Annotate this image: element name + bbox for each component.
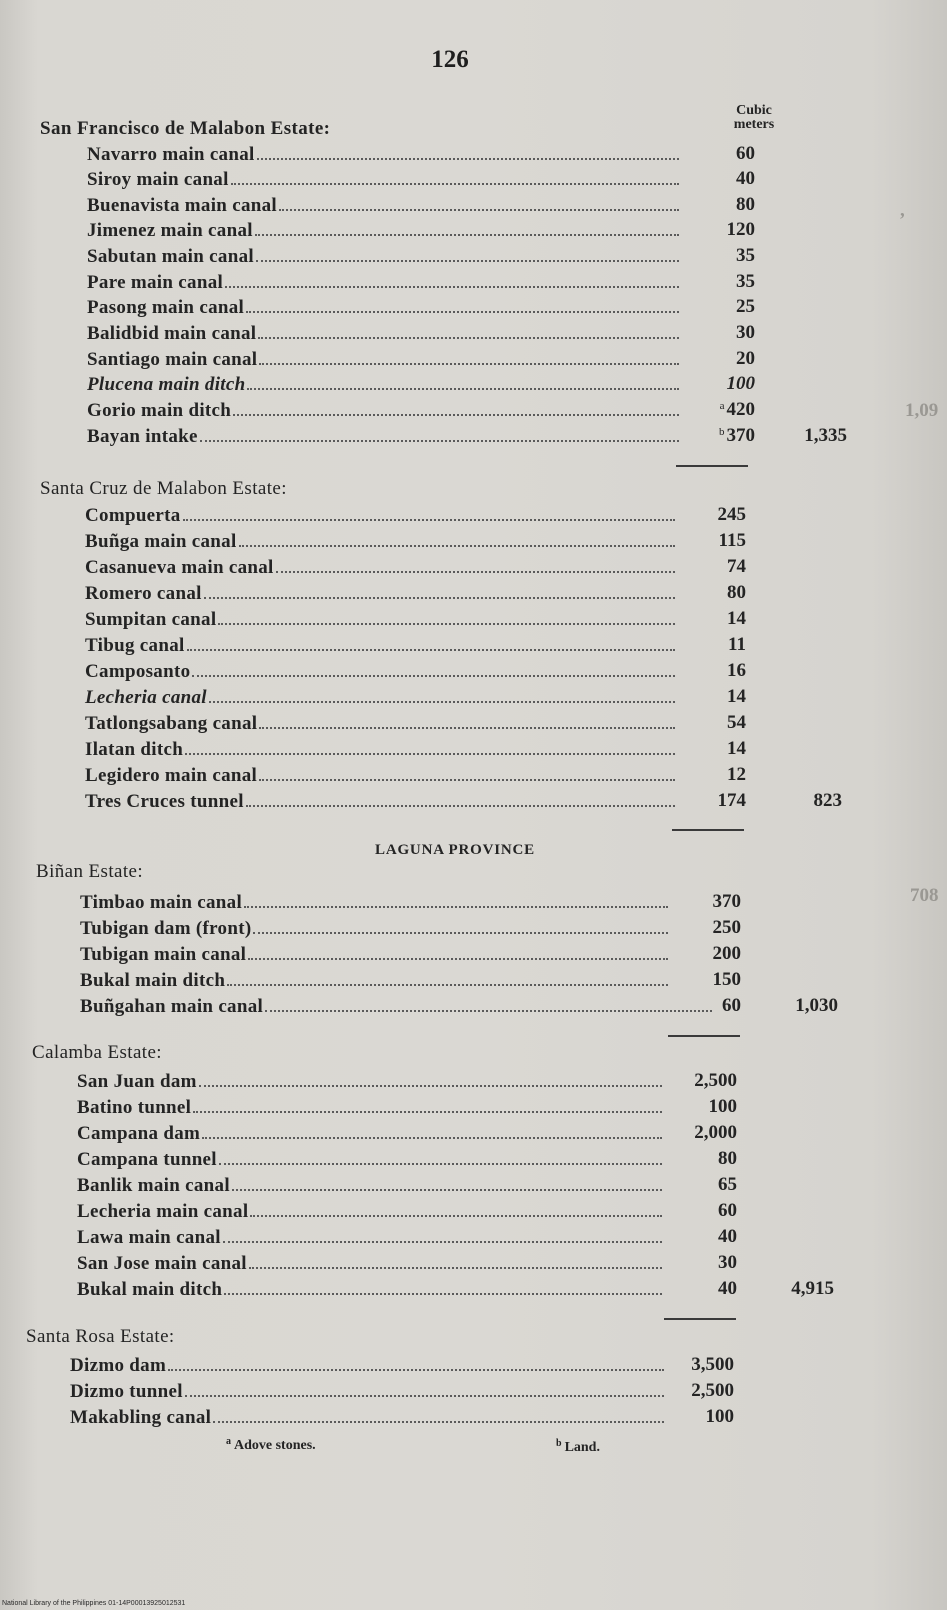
row-label: Batino tunnel [77, 1097, 192, 1118]
dot-leader [225, 271, 679, 288]
row-label: Tres Cruces tunnel [85, 791, 244, 812]
row-value: 40 [718, 1226, 737, 1247]
row-label: Bukal main ditch [80, 970, 226, 991]
dot-leader [202, 1122, 662, 1139]
row-label: Casanueva main canal [85, 557, 274, 578]
table-row [85, 738, 746, 762]
dot-leader [231, 168, 679, 185]
row-label: Plucena main ditch [87, 374, 246, 395]
row-label: San Jose main canal [77, 1253, 247, 1274]
dot-leader [223, 1226, 662, 1243]
footnote-text: Land. [564, 1440, 600, 1455]
row-value: 25 [736, 296, 755, 317]
row-value-number: 370 [726, 425, 755, 446]
dot-leader [276, 556, 675, 573]
row-label: Siroy main canal [87, 169, 229, 190]
footnote-marker: a [719, 400, 725, 412]
footnote-marker: b [719, 426, 725, 438]
table-row [87, 271, 755, 295]
dot-leader [255, 219, 679, 236]
section-title-binan: Biñan Estate: [36, 861, 144, 882]
table-row [85, 686, 746, 710]
table-row [85, 504, 746, 528]
subtotal-rule [664, 1318, 736, 1320]
table-row [77, 1070, 737, 1094]
dot-leader [258, 322, 679, 339]
row-label: Balidbid main canal [87, 323, 257, 344]
table-row [85, 582, 746, 606]
dot-leader [200, 425, 679, 442]
table-row [77, 1096, 737, 1120]
row-label: Pare main canal [87, 272, 224, 293]
dot-leader [183, 504, 675, 521]
table-row [85, 530, 746, 554]
table-row [77, 1252, 737, 1276]
row-label: Campana tunnel [77, 1149, 217, 1170]
row-value: 3,500 [691, 1354, 734, 1375]
row-label: Tibug canal [85, 635, 185, 656]
table-row [87, 219, 755, 243]
row-label: Tubigan dam (front) [80, 918, 252, 939]
table-row [87, 322, 755, 346]
row-value [719, 425, 755, 447]
row-value: 35 [736, 271, 755, 292]
dot-leader [259, 348, 679, 365]
row-label: Makabling canal [70, 1407, 212, 1428]
dot-leader [265, 995, 712, 1012]
dot-leader [227, 969, 668, 986]
table-row [85, 608, 746, 632]
row-value: 200 [712, 943, 741, 964]
table-row [85, 634, 746, 658]
row-value: 120 [726, 219, 755, 240]
table-row [80, 995, 838, 1019]
row-label: Compuerta [85, 505, 181, 526]
province-heading: LAGUNA PROVINCE [375, 842, 535, 858]
dot-leader [248, 943, 668, 960]
dot-leader [192, 660, 675, 677]
row-value: 16 [727, 660, 746, 681]
dot-leader [246, 790, 675, 807]
table-row [77, 1174, 737, 1198]
section-total: 1,030 [795, 995, 838, 1016]
row-label: Lawa main canal [77, 1227, 221, 1248]
row-label: Bayan intake [87, 426, 198, 447]
row-value: 100 [708, 1096, 737, 1117]
table-row [70, 1380, 734, 1404]
row-value: 12 [727, 764, 746, 785]
subtotal-rule [676, 465, 748, 467]
row-label: Lecheria canal [85, 687, 207, 708]
row-value: 54 [727, 712, 746, 733]
dot-leader [257, 143, 679, 160]
row-value: 60 [736, 143, 755, 164]
unit-header-line: meters [733, 117, 775, 132]
row-value: 150 [712, 969, 741, 990]
dot-leader [246, 296, 679, 313]
table-row [87, 245, 755, 269]
table-row [87, 425, 847, 449]
bleed-through-mark: , [900, 200, 905, 221]
row-value: 245 [717, 504, 746, 525]
footnote-marker: b [556, 1438, 562, 1449]
row-value: 14 [727, 686, 746, 707]
row-value: 2,000 [694, 1122, 737, 1143]
dot-leader [250, 1200, 662, 1217]
row-value: 30 [718, 1252, 737, 1273]
table-row [70, 1406, 734, 1430]
row-value: 80 [718, 1148, 737, 1169]
table-row [77, 1122, 737, 1146]
table-row [80, 943, 741, 967]
row-value: 115 [718, 530, 746, 551]
dot-leader [247, 373, 679, 390]
row-label: Romero canal [85, 583, 202, 604]
row-value: 2,500 [691, 1380, 734, 1401]
table-row [85, 764, 746, 788]
dot-leader [209, 686, 675, 703]
row-value-number: 420 [726, 399, 755, 420]
row-value: 20 [736, 348, 755, 369]
row-label: Gorio main ditch [87, 400, 232, 421]
subtotal-rule [672, 829, 744, 831]
subtotal-rule [668, 1035, 740, 1037]
dot-leader [233, 399, 679, 416]
row-label: Timbao main canal [80, 892, 243, 913]
dot-leader [259, 712, 675, 729]
section-total: 4,915 [791, 1278, 834, 1299]
row-value: 60 [722, 995, 741, 1016]
row-label: Sabutan main canal [87, 246, 254, 267]
unit-column-header [712, 104, 796, 132]
row-label: Banlik main canal [77, 1175, 230, 1196]
table-row [77, 1278, 834, 1302]
table-row [87, 348, 755, 372]
dot-leader [193, 1096, 662, 1113]
dot-leader [213, 1406, 664, 1423]
page-number: 126 [431, 46, 469, 73]
dot-leader [279, 194, 679, 211]
table-row [87, 143, 755, 167]
dot-leader [204, 582, 675, 599]
dot-leader [224, 1278, 662, 1295]
row-label: Pasong main canal [87, 297, 245, 318]
row-label: Dizmo tunnel [70, 1381, 183, 1402]
table-row [85, 712, 746, 736]
table-row [77, 1148, 737, 1172]
row-label: Legidero main canal [85, 765, 258, 786]
bleed-through-number: 708 [910, 885, 939, 906]
row-value [720, 399, 755, 421]
row-label: Campana dam [77, 1123, 201, 1144]
row-value: 60 [718, 1200, 737, 1221]
dot-leader [218, 608, 675, 625]
row-value: 2,500 [694, 1070, 737, 1091]
table-row [87, 168, 755, 192]
row-label: Ilatan ditch [85, 739, 184, 760]
row-value: 40 [736, 168, 755, 189]
row-value: 250 [712, 917, 741, 938]
row-value: 80 [727, 582, 746, 603]
table-row [85, 660, 746, 684]
dot-leader [199, 1070, 662, 1087]
row-label: Sumpitan canal [85, 609, 217, 630]
dot-leader [259, 764, 675, 781]
dot-leader [249, 1252, 662, 1269]
row-value: 65 [718, 1174, 737, 1195]
dot-leader [168, 1354, 664, 1371]
row-label: Santiago main canal [87, 349, 258, 370]
row-label: Jimenez main canal [87, 220, 253, 241]
row-value: 14 [727, 608, 746, 629]
row-label: Bukal main ditch [77, 1279, 223, 1300]
row-label: Dizmo dam [70, 1355, 167, 1376]
table-row [85, 790, 842, 814]
table-row [87, 399, 755, 423]
dot-leader [239, 530, 675, 547]
table-row [77, 1200, 737, 1224]
row-label: Tubigan main canal [80, 944, 247, 965]
row-value: 40 [718, 1278, 737, 1299]
row-label: Lecheria main canal [77, 1201, 249, 1222]
row-label: Buñga main canal [85, 531, 237, 552]
row-value: 35 [736, 245, 755, 266]
table-row [87, 373, 755, 397]
row-value: 100 [726, 373, 755, 394]
section-title-santa-rosa: Santa Rosa Estate: [26, 1326, 175, 1347]
section-title-san-francisco: San Francisco de Malabon Estate: [40, 118, 331, 139]
table-row [77, 1226, 737, 1250]
unit-header-line: Cubic [736, 103, 772, 118]
section-total: 1,335 [804, 425, 847, 446]
bleed-through-number: 1,09 [905, 400, 939, 421]
table-row [87, 296, 755, 320]
row-value: 80 [736, 194, 755, 215]
dot-leader [244, 891, 668, 908]
dot-leader [185, 738, 675, 755]
table-row [80, 969, 741, 993]
table-row [70, 1354, 734, 1378]
dot-leader [185, 1380, 664, 1397]
section-title-calamba: Calamba Estate: [32, 1042, 162, 1063]
footnote-text: Adove stones. [234, 1438, 316, 1453]
row-value: 174 [717, 790, 746, 811]
row-value: 370 [712, 891, 741, 912]
dot-leader [253, 917, 668, 934]
row-label: Camposanto [85, 661, 191, 682]
dot-leader [187, 634, 675, 651]
footnote-a [226, 1436, 316, 1454]
scan-source-caption: National Library of the Philippines 01-14P00013925012531 [2, 1600, 186, 1607]
table-row [85, 556, 746, 580]
table-row [80, 917, 741, 941]
row-label: San Juan dam [77, 1071, 197, 1092]
row-value: 74 [727, 556, 746, 577]
dot-leader [256, 245, 679, 262]
row-label: Buenavista main canal [87, 195, 277, 216]
section-total: 823 [813, 790, 842, 811]
footnote-marker: a [226, 1436, 231, 1447]
table-row [87, 194, 755, 218]
row-value: 30 [736, 322, 755, 343]
row-value: 14 [727, 738, 746, 759]
row-label: Navarro main canal [87, 144, 255, 165]
row-label: Tatlongsabang canal [85, 713, 258, 734]
dot-leader [219, 1148, 662, 1165]
row-value: 100 [705, 1406, 734, 1427]
dot-leader [232, 1174, 662, 1191]
row-label: Buñgahan main canal [80, 996, 264, 1017]
section-title-santa-cruz: Santa Cruz de Malabon Estate: [40, 478, 287, 499]
footnote-b [556, 1438, 600, 1456]
table-row [80, 891, 741, 915]
row-value: 11 [728, 634, 746, 655]
